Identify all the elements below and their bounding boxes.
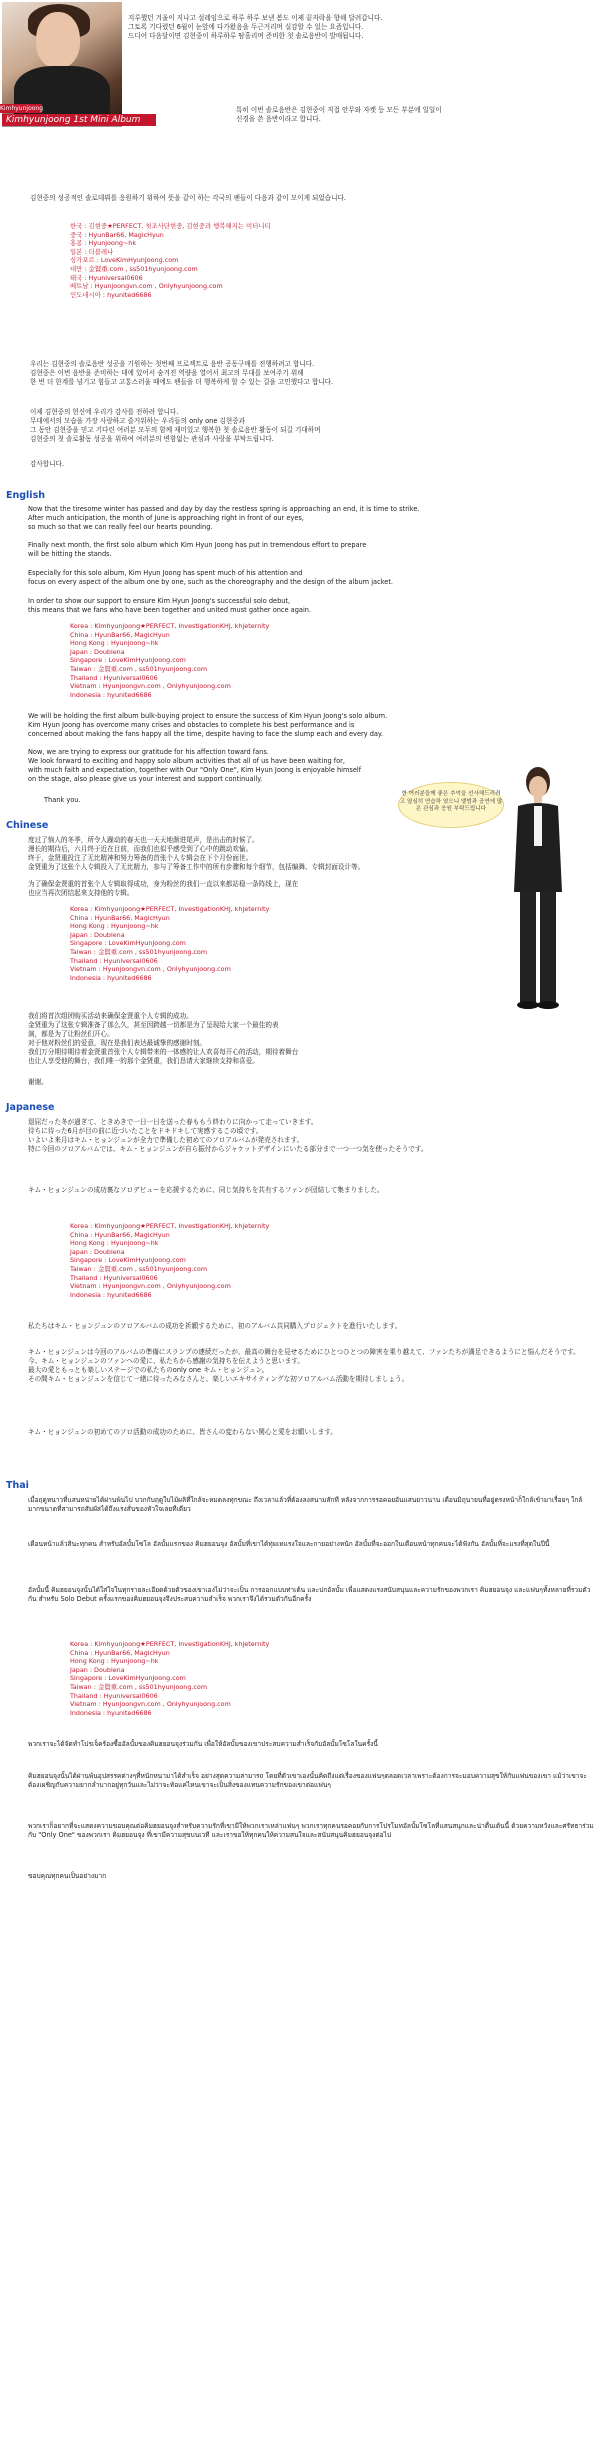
korean-fan-list: 한국 : 김현중★PERFECT, 첫조사단현중, 김현중과 행복해지는 이터니티 중국 : HyunBar66, MagicHyun 홍콩 : Hyunjoong~hk 일본 : 더블레나 싱가포르 : LoveKimHyunJoong.com 대만 : 金賢重.com , ss501hyunjoong.com 태국 : Hyuniversal0606 베트남 : Hyunjoongvn.com , Onlyhyunjoong.com 인도네시아 : hyunited6686: [70, 222, 271, 299]
english-para-5: We will be holding the first album bulk-buying project to ensure the success of Kim Hyun Joong's solo album. Kim Hyun Joong has overcome many crises and obstacles to complete his best performance and is concerned about making the fans happy all the time, despite having to face the slump each and every day.: [28, 712, 388, 738]
korean-para-2: 이제 김현중의 헌신에 우리가 감사를 전하려 합니다. 무대에서의 모습을 가장 사랑하고 즐거워하는 우리들의 only one 김현중과 그 동안 김현중을 믿고 기다린 여러분 모두의 함께 재미있고 행복한 첫 솔로음반 활동이 되길 기대하며 김현중의 첫 솔로활동 성공을 위하여 여러분의 변함없는 관심과 사랑을 부탁드립니다.: [30, 408, 321, 443]
figure-right-leg: [540, 890, 556, 1002]
japanese-para-1: 退屈だった冬が過ぎて、ときめきで一日一日を送った春ももう終わりに向かって走っていきます。 待ちに待った6月が目の前に近づいたことをドキドキして実感するこの頃です。 いよいよ来月はキム・ヒョンジュンが全力で準備した初めてのソロアルバムが発売されます。 特に今回のソロアルバムでは、キム・ヒョンジュンが自ら振付からジャケットデザインにいたる部分まで一つ一つ気を使ったそうです。: [28, 1118, 428, 1153]
korean-intro-2: 특히 이번 솔로음반은 김현중이 직접 안무와 자켓 등 모든 부분에 일일이 신경을 쓴 음반이라고 합니다.: [236, 106, 442, 123]
artist-standing-photo: [508, 762, 568, 1012]
english-para-6: Now, we are trying to express our gratitude for his affection toward fans. We look forward to exciting and happy solo album activities that all of us have been waiting for, with much faith and expectation, together with Our "Only One", Kim Hyun Joong is enjoyable himself on the stage, also please give us your interest and support continually.: [28, 748, 362, 783]
thai-para-2: เดือนหน้าแล้วสินะทุกคน สำหรับอัลบั้มโซโล อัลบั้มแรกของ คิมฮยอนจุง อัลบั้มที่เขาได้ทุ่มเทแรงใจและกายอย่างหนัก อัลบั้มที่จะออกในเดือนหน้าทุกคนจะได้ฟังกัน อัลบั้มที่จะแรงที่สุดในปีนี้: [28, 1540, 550, 1548]
english-thanks: Thank you.: [44, 796, 81, 804]
english-heading: English: [6, 490, 45, 501]
japanese-para-2: キム・ヒョンジュンの成功裏なソロデビューを応援するために、同じ気持ちを共有するファンが団結して集まりました。: [28, 1186, 384, 1194]
figure-right-shoe: [537, 1001, 559, 1009]
japanese-para-4: キム・ヒョンジュンは今回のアルバムの準備にスランプの連続だったが、最高の舞台を見せるためにひとつひとつの障害を乗り越えて、ファンたちが満足できるようにと悩んだそうです。 今、キム・ヒョンジュンのファンへの愛に、私たちから感謝の気持ちを伝えようと思います。 最大の愛ともっとも楽しいステージでの私たちのonly one キム・ヒョンジュン。 その間キム・ヒョンジュンを信じて一緒に待ったみなさんと、楽しいエキサイティングな初ソロアルバム活動を期待しましょう。: [28, 1348, 580, 1383]
thai-thanks: ขอบคุณทุกคนเป็นอย่างมาก: [28, 1872, 107, 1880]
thai-para-3: อัลบั้มนี้ คิมฮยอนจุงนั้นได้ใส่ใจในทุกรายละเอียดด้วยตัวของเขาเองไม่ว่าจะเป็น การออกแบบท่าเต้น และปกอัลบั้ม เพื่อแสดงแรงสนับสนุนและความรักของพวกเรา คิมฮยอนจุง และแฟนๆทั้งหลายที่รวมตัวกัน สำหรับ Solo Debut ครั้งแรกของคิมฮยอนจุงจึงประสบความสำเร็จ พวกเราจึงได้รวมตัวกันอีกครั้ง: [28, 1586, 591, 1603]
korean-intro: 지루했던 겨울이 지나고 설레임으로 하루 하루 보낸 봄도 이제 끝자락을 향해 달려갑니다. 그토록 기다렸던 6월이 눈앞에 다가왔음을 두근거리며 실감할 수 있는 요즘입니다. 드디어 다음달이면 김현중이 하루하루 땀흘리며 준비한 첫 솔로음반이 발매됩니다.: [128, 14, 383, 40]
japanese-para-3: 私たちはキム・ヒョンジュンのソロアルバムの成功を祈願するために、初のアルバム共同購入プロジェクトを進行いたします。: [28, 1322, 402, 1330]
chinese-heading: Chinese: [6, 820, 49, 831]
japanese-heading: Japanese: [6, 1102, 55, 1113]
chinese-thanks: 谢谢。: [28, 1078, 48, 1086]
japanese-fan-list: Korea : Kimhyunjoong★PERFECT, InvestigationKHJ, khjeternity China : HyunBar66, MagicHyun Hong Kong : Hyunjoong~hk Japan : Doublena Singapore : LoveKimHyunJoong.com Taiwan : 金賢重.com , ss501hyunjoong.com Thailand : Hyuniversal0606 Vietnam : Hyunjoongvn.com , Onlyhyunjoong.com Indonesia : hyunited6686: [70, 1222, 270, 1299]
figure-left-leg: [520, 890, 536, 1002]
chinese-para-3: 我们将首次组团购买活动来确保金贤重个人专辑的成功。 金贤重为了这张专辑准备了那么久，甚至因跨越一切都是为了呈现给大家一个最佳的表 演，都是为了让粉丝们开心。 对于他对粉丝们的爱意，现在是我们表达最诚挚的感谢时刻。 我们万分期待期待着金贤重首张个人专辑带来的一体感的让人欢喜每开心的活动，期待着舞台 也让人享受他的舞台，我们唯一的那个金贤重，我们恳请大家继续支持和喜爱。: [28, 1012, 299, 1065]
album-title-banner: Kimhyunjoong 1st Mini Album: [2, 114, 156, 126]
speech-bubble: 현 여러분들께 좋은 추억을 선사해드리려고 열심히 연습하 였으니 앨범과 공연에 많은 관심과 응원 부탁드립니다: [398, 782, 504, 828]
korean-fans-intro: 김현중의 성공적인 솔로데뷔를 응원하기 위하여 뜻을 같이 하는 각국의 팬들이 다음과 같이 모이게 되었습니다.: [30, 194, 346, 202]
thai-para-1: เมื่อฤดูหนาวที่แสนหน่ายได้ผ่านพ้นไป บวกกับฤดูใบไม้ผลิที่ใกล้จะหมดลงทุกขณะ ถึงเวลาแล้วที่ต้องลงสนามสักที หลังจากการรอคอยอันแสนยาวนาน เดือนมิถุนายนที่อยู่ตรงหน้าก็ใกล้เข้ามาเรื่อยๆ ใกล้มากขนาดที่สามารถสัมผัสได้ถึงแรงสั่นของหัวใจเลยทีเดียว: [28, 1496, 583, 1513]
english-para-4: In order to show our support to ensure Kim Hyun Joong's successful solo debut, this means that we fans who have been together and united must gather once again.: [28, 597, 312, 614]
korean-thanks: 감사합니다.: [30, 460, 64, 468]
chinese-para-1: 度过了恼人的冬季，所令人躁动的春天也一天天地渐进尾声，是出击的时候了。 漫长的期待后，六月终于近在目前，而我们也似乎感受到了心中的跳动欢愉。 终于，金贤重投注了无比精神和努力筹备的首张个人专辑会在下个月份面世。 金贤重为了这张个人专辑投入了无比精力，参与了筹备工作中的所有步骤和每个细节，包括编舞、专辑封面设计等。: [28, 836, 365, 871]
japanese-para-5: キム・ヒョンジュンの初めてのソロ活動の成功のために、皆さんの変わらない関心と愛をお願いします。: [28, 1428, 337, 1436]
figure-left-shoe: [517, 1001, 539, 1009]
english-para-3: Especially for this solo album, Kim Hyun Joong has spent much of his attention and focus on every aspect of the album one by one, such as the choreography and the design of the album jacket.: [28, 569, 394, 586]
figure-shirt: [534, 806, 542, 846]
photo-face: [36, 12, 80, 68]
korean-para-1: 우리는 김현중의 솔로음반 성공을 기원하는 첫번째 프로젝트로 음반 공동구매를 진행하려고 합니다. 김현중은 이번 음반을 준비하는 데에 있어서 숨겨진 역량을 열어서 최고의 무대를 보여주기 위해 한 번 더 한계를 넘기고 힘들고 고통스러울 때에도 팬들을 더 행복하게 할 수 있는 길을 고민했다고 합니다.: [30, 360, 334, 386]
ribbon-artist-name: Kimhyunjoong: [0, 105, 44, 112]
thai-para-5: คิมฮยอนจุงนั้นได้ผ่านพ้นอุปสรรคต่างๆที่หนักหนามาได้สำเร็จ อย่างสุดความสามารถ โดยที่ตัวเขาเองนั้นคิดถึงแต่เรื่องของแฟนๆตลอดเวลาเพราะต้องการจะมอบความสุขให้กับแฟนของเขา แม้ว่าเขาจะต้องเผชิญกับความยากลำบากอยู่ทุกวันและไม่ว่าจะท้อแค่ไหนเขาจะเป็นสิ่งของแทนความรักของเขาต่อแฟนๆ: [28, 1772, 587, 1789]
thai-para-6: พวกเราก็อยากที่จะแสดงความขอบคุณต่อคิมฮยอนจุงสำหรับความรักที่เขามีให้พวกเราเหล่าแฟนๆ พวกเราทุกคนรอคอยกับการโปรโมทอัลบั้มโซโลที่แสนสนุกและน่าตื่นเต้นนี้ ด้วยความหวังและศรัทธาร่วมกับ "Only One" ของพวกเรา คิมฮยอนจุง ที่เขามีความสุขบนเวที และเราขอให้ทุกคนให้ความสนใจและสนับสนุนคิมฮยอนจุงต่อไป: [28, 1822, 594, 1839]
thai-heading: Thai: [6, 1480, 29, 1491]
english-fan-list: Korea : Kimhyunjoong★PERFECT, InvestigationKHJ, khjeternity China : HyunBar66, MagicHyun Hong Kong : Hyunjoong~hk Japan : Doublena Singapore : LoveKimHyunJoong.com Taiwan : 金賢重.com , ss501hyunjoong.com Thailand : Hyuniversal0606 Vietnam : Hyunjoongvn.com , Onlyhyunjoong.com Indonesia : hyunited6686: [70, 622, 270, 699]
chinese-fan-list: Korea : Kimhyunjoong★PERFECT, InvestigationKHJ, khjeternity China : HyunBar66, MagicHyun Hong Kong : Hyunjoong~hk Japan : Doublena Singapore : LoveKimHyunJoong.com Taiwan : 金賢重.com , ss501hyunjoong.com Thailand : Hyuniversal0606 Vietnam : Hyunjoongvn.com , Onlyhyunjoong.com Indonesia : hyunited6686: [70, 905, 270, 982]
thai-fan-list: Korea : Kimhyunjoong★PERFECT, InvestigationKHJ, khjeternity China : HyunBar66, MagicHyun Hong Kong : Hyunjoong~hk Japan : Doublena Singapore : LoveKimHyunJoong.com Taiwan : 金賢重.com , ss501hyunjoong.com Thailand : Hyuniversal0606 Vietnam : Hyunjoongvn.com , Onlyhyunjoong.com Indonesia : hyunited6686: [70, 1640, 270, 1717]
english-para-1: Now that the tiresome winter has passed and day by day the restless spring is approaching an end, it is time to strike. After much anticipation, the month of June is approaching right in front of our eyes, so much so that we can really feel our hearts pounding.: [28, 505, 420, 531]
figure-face: [529, 776, 547, 798]
chinese-para-2: 为了确保金贤重的首张个人专辑取得成功，身为粉丝的我们一直以来都站稳一条阵线上，现在 也应当再次团结起来支持他的专辑。: [28, 880, 299, 897]
thai-para-4: พวกเราจะได้จัดทำโปรเจ็คร้องซื้ออัลบั้มของคิมฮยอนจุงร่วมกัน เพื่อให้อัลบั้มของเขาประสบความสำเร็จกับอัลบั้มโซโลในครั้งนี้: [28, 1740, 378, 1748]
figure-neck: [534, 796, 542, 804]
english-para-2: Finally next month, the first solo album which Kim Hyun Joong has put in tremendous effort to prepare will be hitting the stands.: [28, 541, 367, 558]
